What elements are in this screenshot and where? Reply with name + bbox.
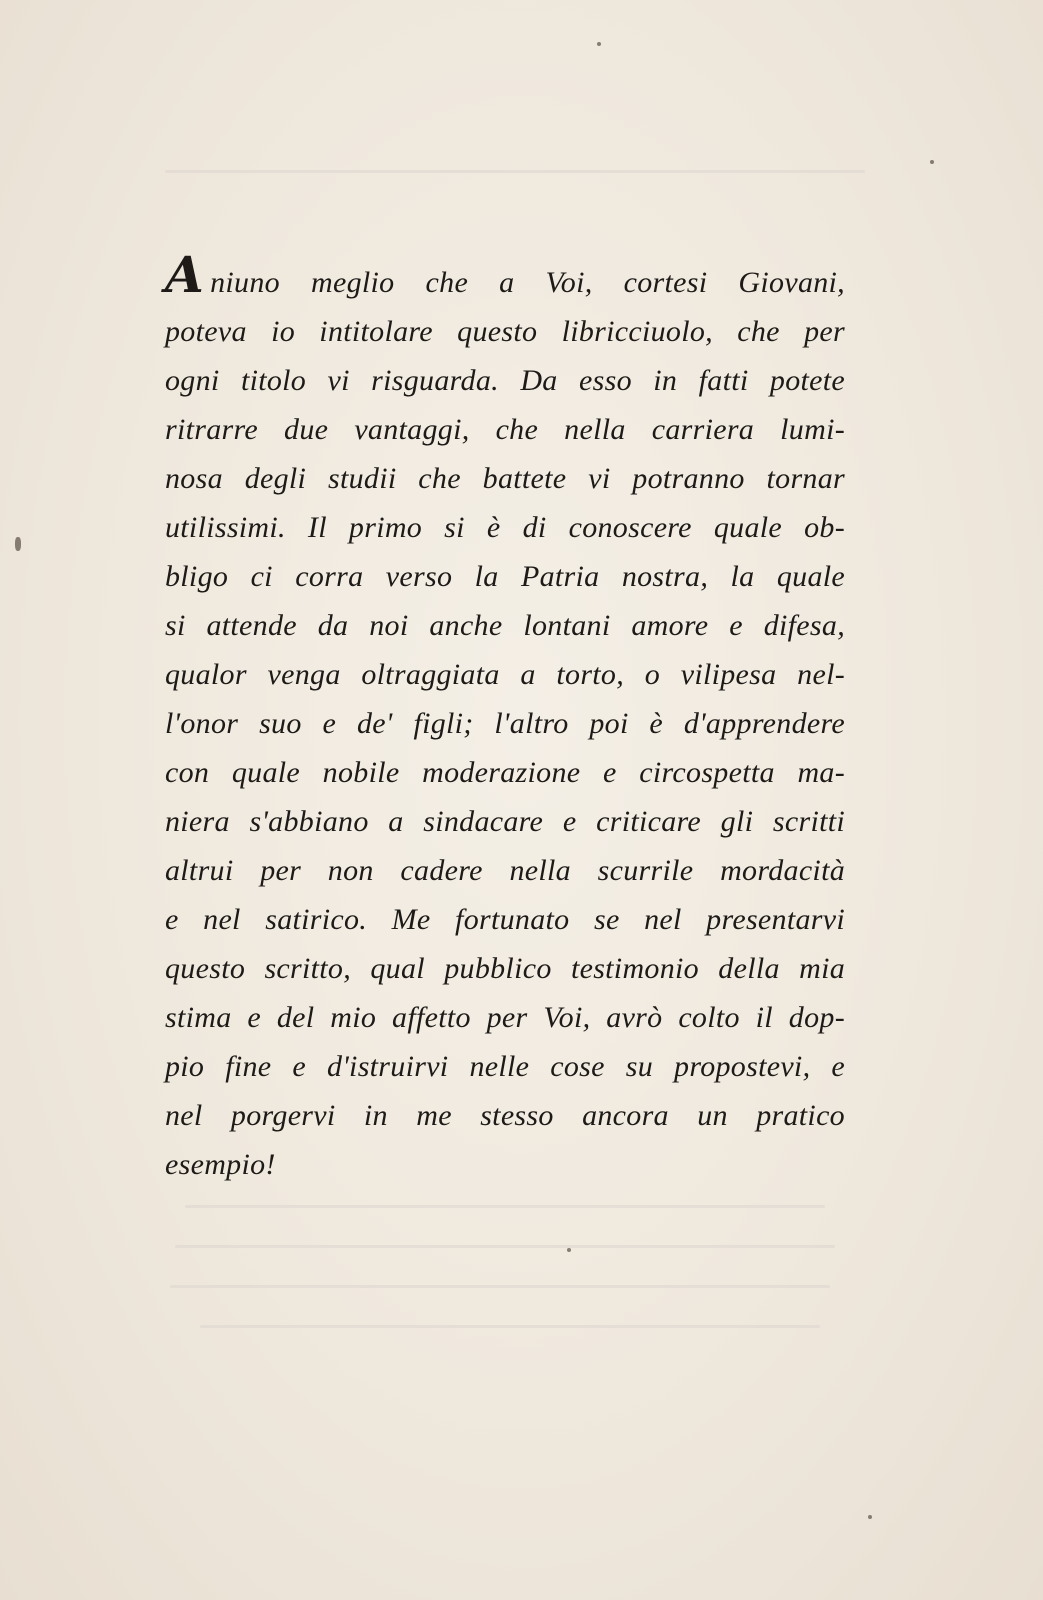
- dedication-text: [165, 245, 845, 1189]
- text-line: niera s'abbiano a sindacare e criticare gli scritti: [165, 805, 845, 838]
- paper-speck: [930, 160, 934, 164]
- show-through-mark: [175, 1245, 835, 1248]
- text-line: esempio!: [165, 1148, 276, 1181]
- text-line: ritrarre due vantaggi, che nella carriera lumi-: [165, 413, 845, 446]
- text-line: si attende da noi anche lontani amore e difesa,: [165, 609, 845, 642]
- show-through-mark: [170, 1285, 830, 1288]
- text-line: questo scritto, qual pubblico testimonio della mia: [165, 952, 845, 985]
- text-line: nosa degli studii che battete vi potranno tornar: [165, 462, 845, 495]
- text-line: bligo ci corra verso la Patria nostra, la quale: [165, 560, 845, 593]
- drop-cap: A: [165, 245, 205, 304]
- text-line: con quale nobile moderazione e circospetta ma-: [165, 756, 845, 789]
- show-through-mark: [200, 1325, 820, 1328]
- text-line: utilissimi. Il primo si è di conoscere quale ob-: [165, 511, 845, 544]
- text-line: l'onor suo e de' figli; l'altro poi è d'apprendere: [165, 707, 845, 740]
- text-line: Aniuno meglio che a Voi, cortesi Giovani,: [165, 245, 845, 304]
- paper-speck: [15, 537, 21, 551]
- text-line: stima e del mio affetto per Voi, avrò colto il dop-: [165, 1001, 845, 1034]
- text-line: e nel satirico. Me fortunato se nel presentarvi: [165, 903, 845, 936]
- paper-speck: [597, 42, 601, 46]
- paper-speck: [567, 1248, 571, 1252]
- show-through-mark: [185, 1205, 825, 1208]
- paper-speck: [868, 1515, 872, 1519]
- text-line: pio fine e d'istruirvi nelle cose su propostevi, e: [165, 1050, 845, 1083]
- text-line: ogni titolo vi risguarda. Da esso in fatti potete: [165, 364, 845, 397]
- text-line: nel porgervi in me stesso ancora un pratico: [165, 1099, 845, 1132]
- text-line: poteva io intitolare questo libricciuolo, che per: [165, 315, 845, 348]
- text-line: qualor venga oltraggiata a torto, o vilipesa nel-: [165, 658, 845, 691]
- text-line: altrui per non cadere nella scurrile mordacità: [165, 854, 845, 887]
- show-through-mark: [165, 170, 865, 173]
